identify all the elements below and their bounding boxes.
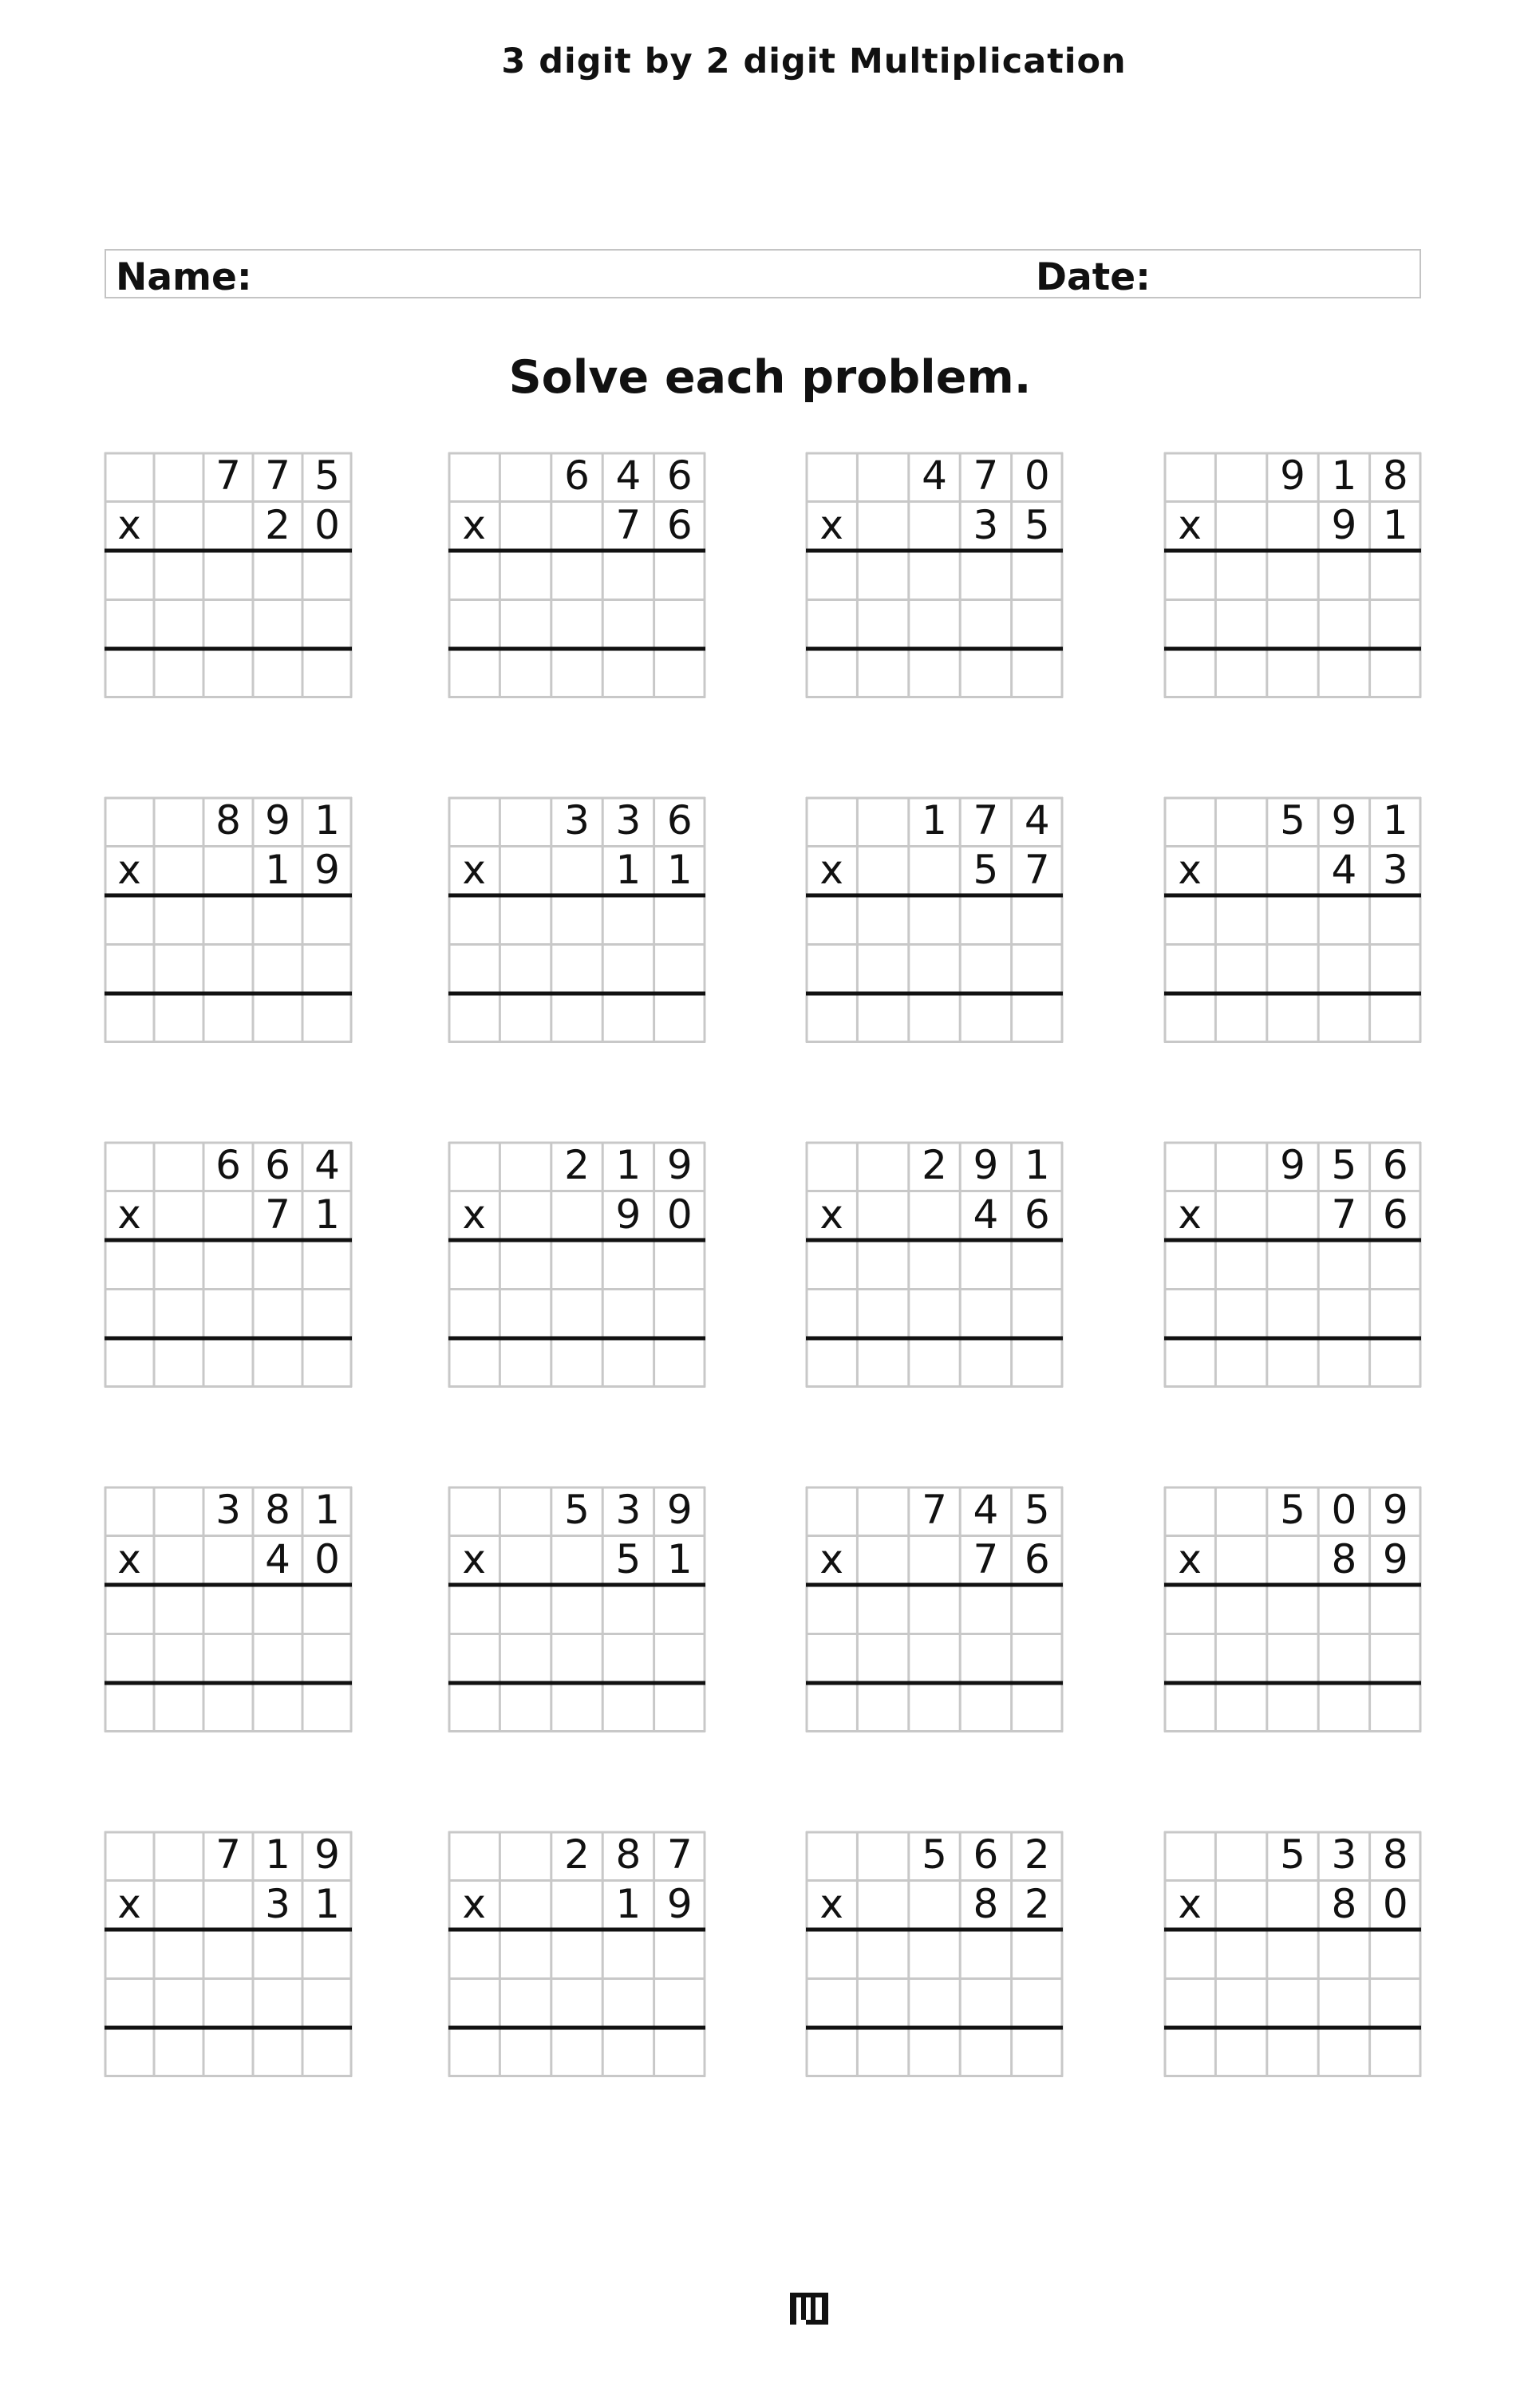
- problem-17: [105, 1831, 352, 2077]
- multiplicand-digit: 1: [314, 1487, 340, 1533]
- multiplier-digit: 6: [666, 501, 693, 548]
- multiplicand-digit: 1: [1382, 797, 1408, 843]
- multiply-symbol: x: [462, 1880, 486, 1927]
- multiplicand-digit: 5: [1280, 1831, 1305, 1878]
- problem-6: [448, 797, 705, 1043]
- multiplier-digit: 1: [666, 1535, 693, 1582]
- problem-18: [448, 1831, 705, 2077]
- multiplicand-digit: 9: [666, 1487, 693, 1533]
- multiplicand-digit: 1: [615, 1142, 642, 1188]
- multiplier-digit: 0: [666, 1191, 693, 1238]
- multiplicand-digit: 5: [564, 1487, 590, 1533]
- multiplicand-digit: 7: [215, 452, 241, 499]
- multiplicand-digit: 9: [1280, 1142, 1305, 1188]
- multiplicand-digit: 5: [1280, 1487, 1305, 1533]
- multiplicand-digit: 2: [922, 1142, 947, 1188]
- multiply-symbol: x: [117, 1880, 141, 1927]
- multiply-symbol: x: [819, 1880, 843, 1927]
- multiplier-digit: 1: [314, 1191, 340, 1238]
- multiplicand-digit: 6: [265, 1142, 290, 1188]
- multiplicand-digit: 1: [1331, 452, 1357, 499]
- multiply-symbol: x: [819, 501, 843, 548]
- multiplicand-digit: 8: [615, 1831, 642, 1878]
- multiplier-digit: 5: [1024, 501, 1050, 548]
- multiplier-digit: 1: [1382, 501, 1408, 548]
- multiplier-digit: 2: [1024, 1880, 1050, 1927]
- multiplicand-digit: 5: [1024, 1487, 1050, 1533]
- multiplier-digit: 9: [1382, 1535, 1408, 1582]
- multiplicand-digit: 9: [1331, 797, 1357, 843]
- multiplier-digit: 7: [1331, 1191, 1357, 1238]
- multiplier-digit: 1: [666, 846, 693, 893]
- multiplicand-digit: 4: [314, 1142, 340, 1188]
- multiplier-digit: 0: [314, 1535, 340, 1582]
- multiply-symbol: x: [1178, 1191, 1202, 1238]
- problem-19: [806, 1831, 1063, 2077]
- multiplier-digit: 4: [973, 1191, 999, 1238]
- multiplier-digit: 1: [265, 846, 290, 893]
- multiplicand-digit: 9: [265, 797, 290, 843]
- multiplier-digit: 1: [615, 846, 642, 893]
- multiplicand-digit: 5: [922, 1831, 947, 1878]
- site-logo-icon: [790, 2293, 828, 2325]
- multiplier-digit: 4: [1331, 846, 1357, 893]
- multiplier-digit: 4: [265, 1535, 290, 1582]
- multiplicand-digit: 6: [215, 1142, 241, 1188]
- multiplicand-digit: 1: [314, 797, 340, 843]
- multiplicand-digit: 7: [215, 1831, 241, 1878]
- multiplicand-digit: 4: [615, 452, 642, 499]
- multiply-symbol: x: [117, 1191, 141, 1238]
- multiplier-digit: 5: [615, 1535, 642, 1582]
- multiply-symbol: x: [1178, 846, 1202, 893]
- multiplicand-digit: 3: [215, 1487, 241, 1533]
- multiplier-digit: 6: [1024, 1191, 1050, 1238]
- problem-1: [105, 452, 352, 698]
- multiplicand-digit: 8: [1382, 452, 1408, 499]
- multiplicand-digit: 6: [1382, 1142, 1408, 1188]
- multiplier-digit: 5: [973, 846, 999, 893]
- multiplicand-digit: 1: [1024, 1142, 1050, 1188]
- multiplicand-digit: 2: [1024, 1831, 1050, 1878]
- multiplier-digit: 1: [615, 1880, 642, 1927]
- multiplicand-digit: 9: [1382, 1487, 1408, 1533]
- multiplicand-digit: 5: [1331, 1142, 1357, 1188]
- problem-3: [806, 452, 1063, 698]
- multiplicand-digit: 1: [265, 1831, 290, 1878]
- multiplier-digit: 6: [1382, 1191, 1408, 1238]
- problem-13: [105, 1487, 352, 1732]
- multiplicand-digit: 2: [564, 1142, 590, 1188]
- date-label: Date:: [1036, 255, 1151, 299]
- problem-8: [1164, 797, 1421, 1043]
- page-title: 3 digit by 2 digit Multiplication: [501, 41, 1127, 81]
- multiplier-digit: 7: [973, 1535, 999, 1582]
- multiply-symbol: x: [1178, 1880, 1202, 1927]
- multiplier-digit: 7: [1024, 846, 1050, 893]
- multiply-symbol: x: [819, 846, 843, 893]
- multiplier-digit: 7: [265, 1191, 290, 1238]
- name-label: Name:: [116, 255, 252, 299]
- multiplicand-digit: 6: [666, 452, 693, 499]
- multiplier-digit: 3: [1382, 846, 1408, 893]
- multiplicand-digit: 8: [1382, 1831, 1408, 1878]
- multiplier-digit: 8: [1331, 1880, 1357, 1927]
- problem-20: [1164, 1831, 1421, 2077]
- multiplicand-digit: 7: [666, 1831, 693, 1878]
- multiply-symbol: x: [117, 501, 141, 548]
- multiplier-digit: 9: [615, 1191, 642, 1238]
- problem-14: [448, 1487, 705, 1732]
- multiplicand-digit: 4: [973, 1487, 999, 1533]
- multiplicand-digit: 4: [922, 452, 947, 499]
- multiplier-digit: 8: [1331, 1535, 1357, 1582]
- multiply-symbol: x: [462, 1535, 486, 1582]
- multiply-symbol: x: [1178, 1535, 1202, 1582]
- problem-4: [1164, 452, 1421, 698]
- multiplicand-digit: 3: [615, 1487, 642, 1533]
- multiplicand-digit: 6: [564, 452, 590, 499]
- multiply-symbol: x: [1178, 501, 1202, 548]
- problem-16: [1164, 1487, 1421, 1732]
- multiplier-digit: 7: [615, 501, 642, 548]
- multiplicand-digit: 4: [1024, 797, 1050, 843]
- multiplicand-digit: 9: [1280, 452, 1305, 499]
- multiplicand-digit: 6: [666, 797, 693, 843]
- multiplicand-digit: 7: [922, 1487, 947, 1533]
- multiply-symbol: x: [462, 846, 486, 893]
- multiplicand-digit: 0: [1024, 452, 1050, 499]
- multiplicand-digit: 7: [973, 452, 999, 499]
- multiplier-digit: 8: [973, 1880, 999, 1927]
- multiplicand-digit: 5: [1280, 797, 1305, 843]
- multiplier-digit: 3: [265, 1880, 290, 1927]
- problem-11: [806, 1142, 1063, 1388]
- multiplicand-digit: 2: [564, 1831, 590, 1878]
- problem-15: [806, 1487, 1063, 1732]
- multiplicand-digit: 9: [314, 1831, 340, 1878]
- multiplicand-digit: 1: [922, 797, 947, 843]
- multiply-symbol: x: [117, 1535, 141, 1582]
- multiplicand-digit: 3: [615, 797, 642, 843]
- problem-7: [806, 797, 1063, 1043]
- multiplicand-digit: 3: [1331, 1831, 1357, 1878]
- multiplier-digit: 9: [314, 846, 340, 893]
- problem-5: [105, 797, 352, 1043]
- multiplicand-digit: 8: [265, 1487, 290, 1533]
- multiply-symbol: x: [462, 1191, 486, 1238]
- multiplier-digit: 6: [1024, 1535, 1050, 1582]
- problem-12: [1164, 1142, 1421, 1388]
- multiplier-digit: 2: [265, 501, 290, 548]
- multiplicand-digit: 9: [666, 1142, 693, 1188]
- multiplier-digit: 0: [1382, 1880, 1408, 1927]
- multiplier-digit: 3: [973, 501, 999, 548]
- multiplier-digit: 1: [314, 1880, 340, 1927]
- problem-10: [448, 1142, 705, 1388]
- multiplicand-digit: 8: [215, 797, 241, 843]
- multiplicand-digit: 5: [314, 452, 340, 499]
- multiplier-digit: 9: [666, 1880, 693, 1927]
- multiply-symbol: x: [819, 1191, 843, 1238]
- problem-2: [448, 452, 705, 698]
- multiplicand-digit: 6: [973, 1831, 999, 1878]
- multiply-symbol: x: [819, 1535, 843, 1582]
- multiplicand-digit: 9: [973, 1142, 999, 1188]
- multiply-symbol: x: [117, 846, 141, 893]
- multiplicand-digit: 0: [1331, 1487, 1357, 1533]
- multiplicand-digit: 3: [564, 797, 590, 843]
- multiplier-digit: 9: [1331, 501, 1357, 548]
- name-date-box: [105, 249, 1421, 298]
- instructions: Solve each problem.: [508, 351, 1032, 404]
- multiplier-digit: 0: [314, 501, 340, 548]
- multiply-symbol: x: [462, 501, 486, 548]
- multiplicand-digit: 7: [973, 797, 999, 843]
- problem-9: [105, 1142, 352, 1388]
- multiplicand-digit: 7: [265, 452, 290, 499]
